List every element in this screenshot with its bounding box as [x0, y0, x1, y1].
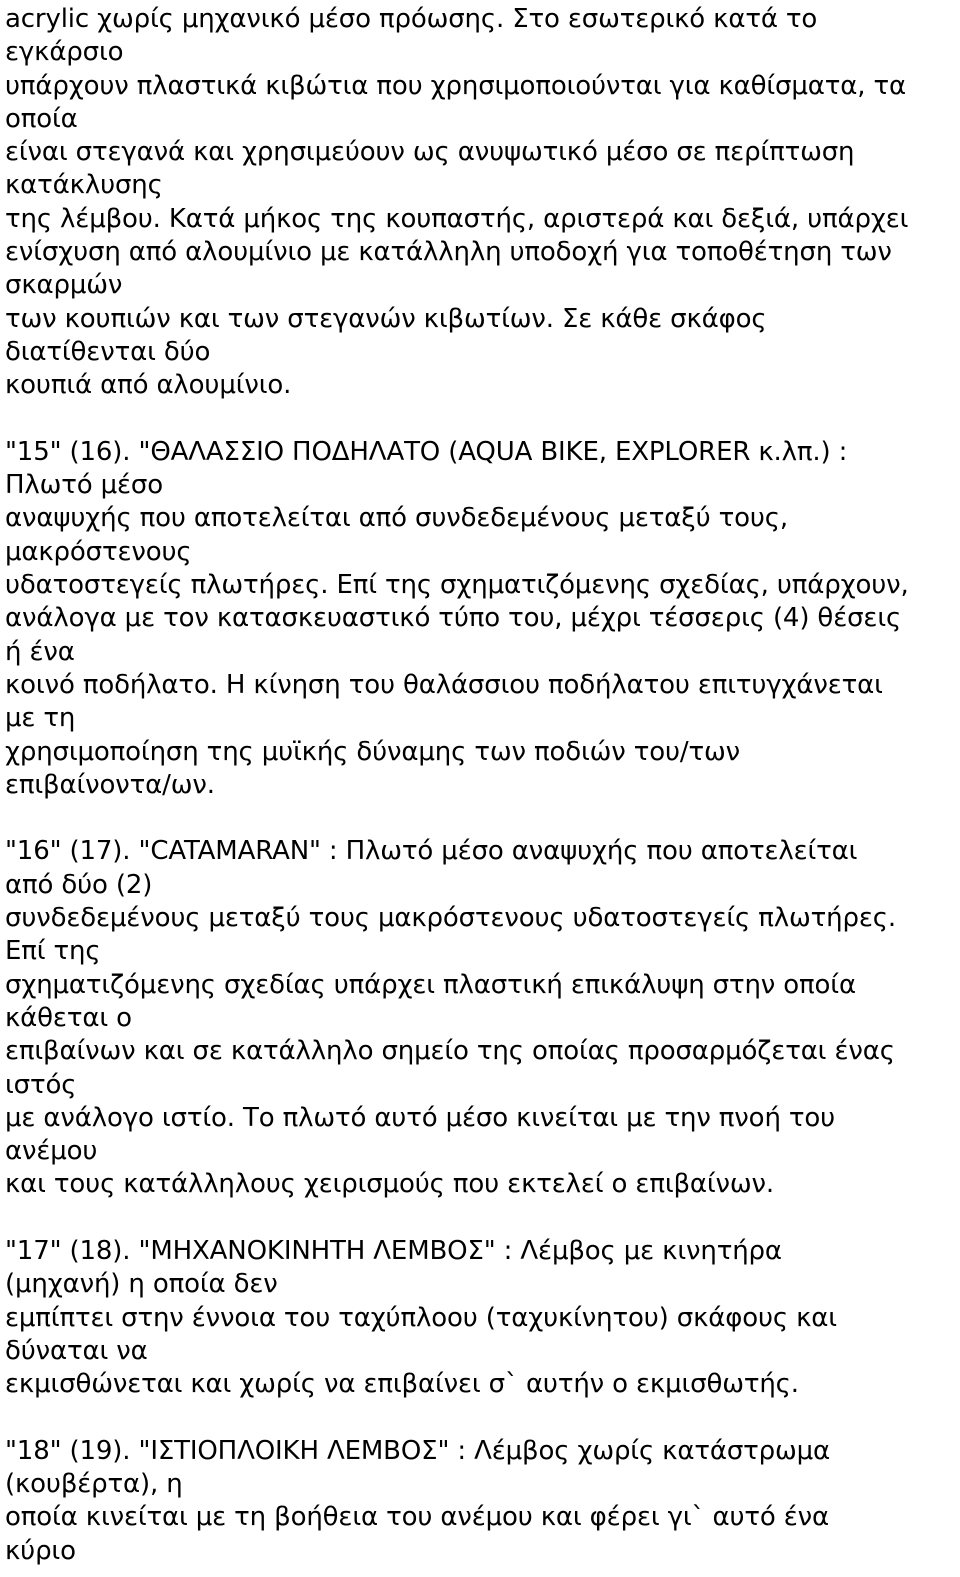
paragraph-spacer — [5, 1401, 955, 1434]
text-line: αναψυχής που αποτελείται από συνδεδεμένους μεταξύ τους, — [5, 503, 788, 534]
text-line: εμπίπτει στην έννοια του ταχύπλοου (ταχυκίνητου) σκάφους και — [5, 1302, 837, 1333]
text-line: "16" (17). "CATAMARAN" : Πλωτό μέσο αναψυχής που αποτελείται — [5, 836, 858, 867]
text-line: acrylic χωρίς μηχανικό μέσο πρόωσης. Στο εσωτερικό κατά το — [5, 4, 818, 34]
text-line: κατάκλυσης — [5, 170, 163, 201]
text-line: ιστός — [5, 1069, 77, 1100]
text-line: οποία — [5, 103, 78, 134]
paragraph-spacer — [5, 403, 955, 436]
text-line: (κουβέρτα), η — [5, 1469, 183, 1500]
text-line: από δύο (2) — [5, 869, 153, 900]
text-line: "17" (18). "ΜΗΧΑΝΟΚΙΝΗΤΗ ΛΕΜΒΟΣ" : Λέμβος με κινητήρα — [5, 1235, 782, 1266]
text-line: ανάλογα με τον κατασκευαστικό τύπο του, μέχρι τέσσερις (4) θέσεις — [5, 603, 902, 634]
text-line: ενίσχυση από αλουμίνιο με κατάλληλη υποδοχή για τοποθέτηση των — [5, 237, 892, 268]
text-line: υδατοστεγείς πλωτήρες. Επί της σχηματιζόμενης σχεδίας, υπάρχουν, — [5, 570, 909, 601]
text-line: είναι στεγανά και χρησιμεύουν ως ανυψωτικό μέσο σε περίπτωση — [5, 137, 855, 168]
text-line: και τους κατάλληλους χειρισμούς που εκτελεί ο επιβαίνων. — [5, 1169, 775, 1200]
text-line: σχηματιζόμενης σχεδίας υπάρχει πλαστική επικάλυψη στην οποία — [5, 969, 856, 1000]
text-line: (μηχανή) η οποία δεν — [5, 1269, 278, 1300]
text-line: με ανάλογο ιστίο. Το πλωτό αυτό μέσο κινείται με την πνοή του — [5, 1102, 836, 1133]
text-line: Επί της — [5, 936, 101, 967]
text-line: υπάρχουν πλαστικά κιβώτια που χρησιμοποιούνται για καθίσματα, τα — [5, 70, 906, 101]
text-line: "15" (16). "ΘΑΛΑΣΣΙΟ ΠΟΔΗΛΑΤΟ (AQUA BIKE, EXPLORER κ.λπ.) : — [5, 436, 848, 467]
text-line: ανέμου — [5, 1136, 98, 1167]
text-line: κοινό ποδήλατο. Η κίνηση του θαλάσσιου ποδήλατου επιτυγχάνεται — [5, 669, 883, 700]
paragraph-spacer — [5, 1202, 955, 1235]
text-line: μακρόστενους — [5, 536, 192, 567]
text-line: Πλωτό μέσο — [5, 470, 164, 501]
text-line: της λέμβου. Κατά μήκος της κουπαστής, αριστερά και δεξιά, υπάρχει — [5, 203, 909, 234]
text-line: κάθεται ο — [5, 1002, 132, 1033]
text-line: "18" (19). "ΙΣΤΙΟΠΛΟΙΚΗ ΛΕΜΒΟΣ" : Λέμβος χωρίς κατάστρωμα — [5, 1435, 831, 1466]
text-line: ή ένα — [5, 636, 75, 667]
text-line: επιβαίνοντα/ων. — [5, 769, 215, 800]
text-line: των κουπιών και των στεγανών κιβωτίων. Σε κάθε σκάφος — [5, 303, 767, 334]
paragraph-spacer — [5, 802, 955, 835]
text-line: δύναται να — [5, 1335, 148, 1366]
text-line: οποία κινείται με τη βοήθεια του ανέμου και φέρει γι` αυτό ένα — [5, 1502, 829, 1533]
text-line: κύριο — [5, 1535, 76, 1566]
document-body — [5, 3, 955, 1568]
text-line: εγκάρσιο — [5, 37, 124, 68]
text-line: σκαρμών — [5, 270, 123, 301]
text-line: επιβαίνων και σε κατάλληλο σημείο της οποίας προσαρμόζεται ένας — [5, 1036, 895, 1067]
text-line: χρησιμοποίηση της μυϊκής δύναμης των ποδιών του/των — [5, 736, 741, 767]
text-line: κουπιά από αλουμίνιο. — [5, 370, 292, 401]
text-line: διατίθενται δύο — [5, 336, 211, 367]
text-line: συνδεδεμένους μεταξύ τους μακρόστενους υδατοστεγείς πλωτήρες. — [5, 903, 896, 934]
text-line: με τη — [5, 703, 76, 734]
text-line: εκμισθώνεται και χωρίς να επιβαίνει σ` αυτήν ο εκμισθωτής. — [5, 1369, 799, 1400]
